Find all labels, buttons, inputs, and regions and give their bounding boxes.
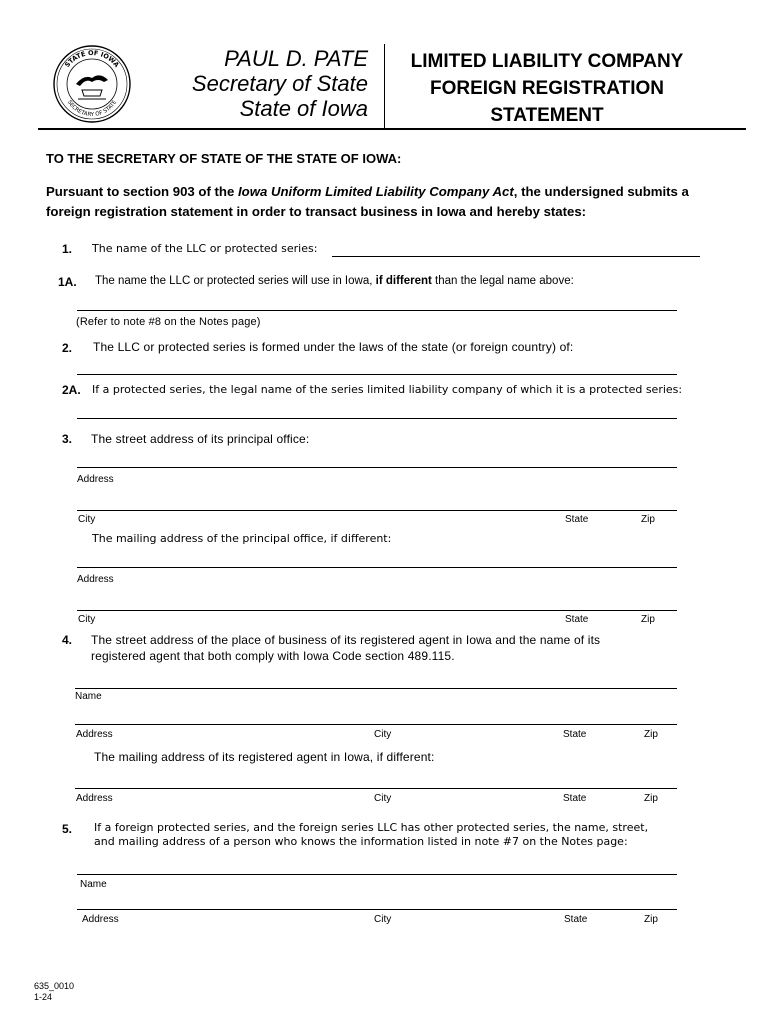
item-3-text: The street address of its principal office: <box>91 432 310 446</box>
state-label: State <box>563 793 587 804</box>
form-number: 635_0010 <box>34 981 75 991</box>
item-4-text-line2: registered agent that both comply with Iowa Code section 489.115. <box>91 649 455 663</box>
knowledgeable-person-address-field[interactable] <box>77 909 677 910</box>
form-revision: 1-24 <box>34 992 53 1002</box>
state-label: State <box>565 614 589 625</box>
state-label: State <box>564 914 588 925</box>
svg-text:SECRETARY OF STATE: SECRETARY OF STATE <box>65 99 119 119</box>
city-label: City <box>374 914 392 925</box>
pursuant-post: , the undersigned submits a foreign registration statement in order to transact business in Iowa and hereby states: <box>46 184 689 219</box>
agent-mailing-address-field[interactable] <box>75 788 677 789</box>
zip-label: Zip <box>641 514 655 525</box>
svg-text:STATE OF IOWA: STATE OF IOWA <box>63 48 121 69</box>
principal-mailing-city-state-zip-field[interactable] <box>77 610 677 611</box>
item-2-text: The LLC or protected series is formed under the laws of the state (or foreign country) of: <box>93 340 574 354</box>
llc-name-field[interactable] <box>332 256 700 257</box>
address-label: Address <box>77 474 114 485</box>
item-1a-text-pre: The name the LLC or protected series will use in Iowa, <box>95 275 376 287</box>
header-divider <box>384 44 385 128</box>
item-1a-text-post: than the legal name above: <box>431 275 574 287</box>
item-1a-number: 1A. <box>58 275 77 289</box>
item-2a-text: If a protected series, the legal name of the series limited liability company of which it is a protected series: <box>92 383 683 396</box>
header-rule <box>38 128 746 130</box>
principal-mailing-text: The mailing address of the principal office, if different: <box>92 532 392 545</box>
agent-address-field[interactable] <box>75 724 677 725</box>
item-5-text <box>94 821 648 849</box>
item-1-number: 1. <box>62 242 73 256</box>
form-footer <box>34 981 74 1003</box>
agent-name-field[interactable] <box>75 688 677 689</box>
item-4-number: 4. <box>62 633 73 647</box>
series-llc-name-field[interactable] <box>77 418 677 419</box>
principal-office-city-state-zip-field[interactable] <box>77 510 677 511</box>
principal-mailing-address-field[interactable] <box>77 567 677 568</box>
state-seal-logo <box>52 44 132 124</box>
address-label: Address <box>76 729 113 740</box>
zip-label: Zip <box>641 614 655 625</box>
city-label: City <box>78 614 96 625</box>
formation-jurisdiction-field[interactable] <box>77 374 677 375</box>
secretary-title: Secretary of State <box>191 71 368 96</box>
city-label: City <box>78 514 96 525</box>
address-label: Address <box>76 793 113 804</box>
principal-office-address-field[interactable] <box>77 467 677 468</box>
item-3-number: 3. <box>62 432 73 446</box>
pursuant-statement <box>46 182 736 222</box>
name-label: Name <box>80 879 107 890</box>
act-name: Iowa Uniform Limited Liability Company Act <box>238 184 514 199</box>
form-title-line1: LIMITED LIABILITY COMPANY <box>410 51 684 72</box>
form-title <box>392 48 702 129</box>
item-5-number: 5. <box>62 822 73 836</box>
zip-label: Zip <box>644 914 658 925</box>
item-4-text <box>91 632 600 664</box>
state-label: State <box>563 729 587 740</box>
address-label: Address <box>82 914 119 925</box>
salutation: TO THE SECRETARY OF STATE OF THE STATE OF IOWA: <box>46 151 402 166</box>
city-label: City <box>374 793 392 804</box>
item-2a-number: 2A. <box>62 383 81 397</box>
state-name: State of Iowa <box>239 96 368 121</box>
iowa-name-field[interactable] <box>77 310 677 311</box>
item-2-number: 2. <box>62 341 73 355</box>
secretary-name: PAUL D. PATE <box>224 46 368 71</box>
knowledgeable-person-name-field[interactable] <box>77 874 677 875</box>
zip-label: Zip <box>644 729 658 740</box>
item-5-text-line1: If a foreign protected series, and the foreign series LLC has other protected series, the name, street, <box>94 821 649 834</box>
item-1a-note: (Refer to note #8 on the Notes page) <box>76 316 261 328</box>
zip-label: Zip <box>644 793 658 804</box>
pursuant-pre: Pursuant to section 903 of the <box>46 184 238 199</box>
state-label: State <box>565 514 589 525</box>
item-5-text-line2: and mailing address of a person who knows the information listed in note #7 on the Notes page: <box>94 835 628 848</box>
city-label: City <box>374 729 392 740</box>
item-4-text-line1: The street address of the place of business of its registered agent in Iowa and the name of its <box>91 633 601 647</box>
item-1a-text <box>95 275 574 287</box>
form-title-line2: FOREIGN REGISTRATION <box>430 78 664 99</box>
form-title-line3: STATEMENT <box>490 105 604 126</box>
item-1a-text-bold: if different <box>375 275 432 287</box>
item-1-text: The name of the LLC or protected series: <box>92 242 318 255</box>
secretary-name-block <box>150 46 368 121</box>
name-label: Name <box>75 691 102 702</box>
agent-mailing-text: The mailing address of its registered agent in Iowa, if different: <box>94 750 435 764</box>
address-label: Address <box>77 574 114 585</box>
